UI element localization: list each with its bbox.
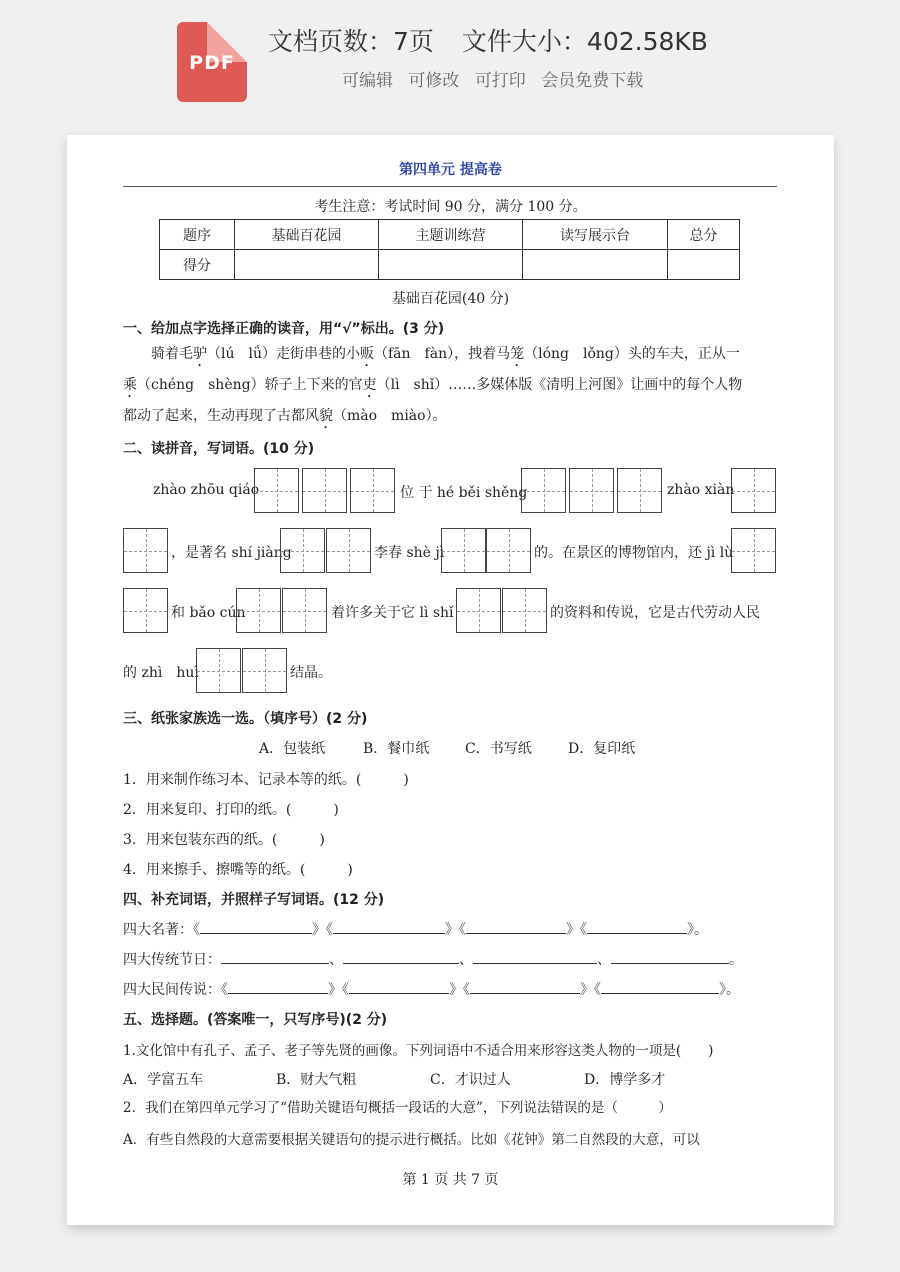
section-heading: 基础百花园(40 分) [391, 291, 510, 307]
writing-grid-row [123, 648, 778, 694]
option-c: C．才识过人 [430, 1072, 511, 1088]
option-c: C．书写纸 [465, 741, 532, 757]
writing-cell[interactable] [441, 528, 486, 573]
page-footer: 第 1 页 共 7 页 [402, 1172, 499, 1188]
question-3-title: 三、纸张家族选一选。（填序号）(2 分) [123, 711, 368, 727]
exam-notice: 考生注意：考试时间 90 分，满分 100 分。 [314, 199, 587, 215]
writing-cell[interactable] [282, 588, 327, 633]
static-text: 的资料和传说，它是古代劳动人民 [550, 605, 760, 621]
writing-grid-row [123, 468, 778, 514]
option-d: D．复印纸 [568, 741, 636, 757]
writing-cell[interactable] [280, 528, 325, 573]
writing-cell[interactable] [242, 648, 287, 693]
answer-blank[interactable] [466, 919, 566, 934]
writing-cell[interactable] [617, 468, 662, 513]
document-page [67, 135, 834, 1225]
answer-blank[interactable] [601, 979, 719, 994]
writing-cell[interactable] [123, 588, 168, 633]
writing-cell[interactable] [196, 648, 241, 693]
answer-blank[interactable] [228, 979, 328, 994]
answer-blank[interactable] [200, 919, 312, 934]
answer-blank[interactable] [587, 919, 687, 934]
fill-line-classics: 四大名著：《 》《 》《 》《 》。 [123, 919, 708, 939]
file-size: 文件大小：402.58KB [461, 27, 708, 56]
writing-cell[interactable] [326, 528, 371, 573]
question-1-title: 一、给加点字选择正确的读音，用“√”标出。(3 分) [123, 321, 445, 337]
pinyin-text: 位 于 hé běi shěng [400, 485, 528, 501]
question-3-item: 3．用来包装东西的纸。( ) [123, 832, 325, 848]
feature-editable: 可编辑 [342, 71, 393, 91]
passage-line: 乘（chéng shèng）轿子上下来的官吏（lì shǐ）……多媒体版《清明上河图》让画中的每个人物 [123, 377, 743, 393]
feature-modifiable: 可修改 [408, 71, 460, 91]
table-row [160, 250, 740, 280]
table-cell [379, 250, 523, 280]
answer-blank[interactable] [221, 949, 329, 964]
pinyin-text: zhào xiàn [667, 482, 735, 498]
writing-cell[interactable] [123, 528, 168, 573]
writing-cell[interactable] [569, 468, 614, 513]
pinyin-text: 的。在景区的博物馆内，还 jì lù [534, 545, 734, 561]
file-info-title [268, 22, 736, 58]
pdf-file-icon [177, 22, 247, 102]
writing-cell[interactable] [521, 468, 566, 513]
option-b: B．餐巾纸 [363, 741, 430, 757]
question-2-title: 二、读拼音，写词语。(10 分) [123, 441, 315, 457]
question-3-item: 1．用来制作练习本、记录本等的纸。( ) [123, 772, 409, 788]
pinyin-text: 和 bǎo cún [171, 605, 246, 621]
feature-printable: 可打印 [474, 71, 526, 91]
question-5-2-option-a: A．有些自然段的大意需要根据关键语句的提示进行概括。比如《花钟》第二自然段的大意，可以 [123, 1132, 700, 1148]
writing-cell[interactable] [486, 528, 531, 573]
writing-cell[interactable] [502, 588, 547, 633]
feature-member-download: 会员免费下载 [541, 71, 644, 91]
question-5-2: 2．我们在第四单元学习了“借助关键语句概括一段话的大意”，下列说法错误的是（ ） [123, 1100, 672, 1116]
table-cell [235, 250, 379, 280]
table-cell: 题序 [160, 220, 235, 250]
pinyin-text: 着许多关于它 lì shǐ [331, 605, 454, 621]
table-cell [523, 250, 668, 280]
writing-grid-row [123, 588, 778, 634]
question-5-title: 五、选择题。(答案唯一，只写序号)(2 分) [123, 1012, 388, 1028]
answer-blank[interactable] [333, 919, 445, 934]
pinyin-text: 的 zhì huì [123, 665, 199, 681]
passage-line: 都动了起来，生动再现了古都风貌（mào miào）。 [123, 408, 447, 424]
table-row [160, 220, 740, 250]
pinyin-text: zhào zhōu qiáo [153, 482, 260, 498]
writing-cell[interactable] [302, 468, 347, 513]
option-a: A．包装纸 [259, 741, 326, 757]
question-3-item: 4．用来擦手、擦嘴等的纸。( ) [123, 862, 353, 878]
table-cell: 主题训练营 [379, 220, 523, 250]
passage-line: 骑着毛驴（lú lǘ）走街串巷的小贩（fān fàn），拽着马笼（lóng lǒng）头的车夫，正从一 [123, 346, 740, 362]
table-cell [668, 250, 740, 280]
answer-blank[interactable] [470, 979, 580, 994]
table-cell: 得分 [160, 250, 235, 280]
option-a: A．学富五车 [123, 1072, 204, 1088]
answer-blank[interactable] [611, 949, 729, 964]
static-text: 结晶。 [290, 665, 332, 681]
writing-cell[interactable] [731, 528, 776, 573]
fill-line-legends: 四大民间传说：《 》《 》《 》《 》。 [123, 979, 740, 999]
table-cell: 基础百花园 [235, 220, 379, 250]
question-4-title: 四、补充词语，并照样子写词语。(12 分) [123, 892, 385, 908]
writing-cell[interactable] [350, 468, 395, 513]
title-divider [123, 186, 777, 187]
fill-line-festivals: 四大传统节日： 、 、 、 。 [123, 949, 743, 969]
writing-cell[interactable] [731, 468, 776, 513]
writing-grid-row [123, 528, 778, 574]
question-1-passage [123, 339, 778, 432]
score-table [159, 219, 740, 280]
writing-cell[interactable] [236, 588, 281, 633]
table-cell: 总分 [668, 220, 740, 250]
document-title: 第四单元 提高卷 [399, 162, 502, 178]
question-5-1: 1.文化馆中有孔子、孟子、老子等先贤的画像。下列词语中不适合用来形容这类人物的一项是( ) [123, 1043, 714, 1059]
answer-blank[interactable] [349, 979, 449, 994]
option-d: D．博学多才 [584, 1072, 666, 1088]
answer-blank[interactable] [343, 949, 459, 964]
option-b: B．财大气粗 [276, 1072, 357, 1088]
writing-cell[interactable] [254, 468, 299, 513]
table-cell: 读写展示台 [523, 220, 668, 250]
answer-blank[interactable] [473, 949, 597, 964]
writing-cell[interactable] [456, 588, 501, 633]
page-count: 文档页数：7页 [268, 27, 434, 56]
question-3-item: 2．用来复印、打印的纸。( ) [123, 802, 339, 818]
feature-list [342, 66, 653, 91]
pdf-icon-label: PDF [189, 52, 235, 74]
pinyin-text: 李春 shè jì [374, 545, 445, 561]
pinyin-text: ，是著名 shí jiàng [171, 545, 292, 561]
